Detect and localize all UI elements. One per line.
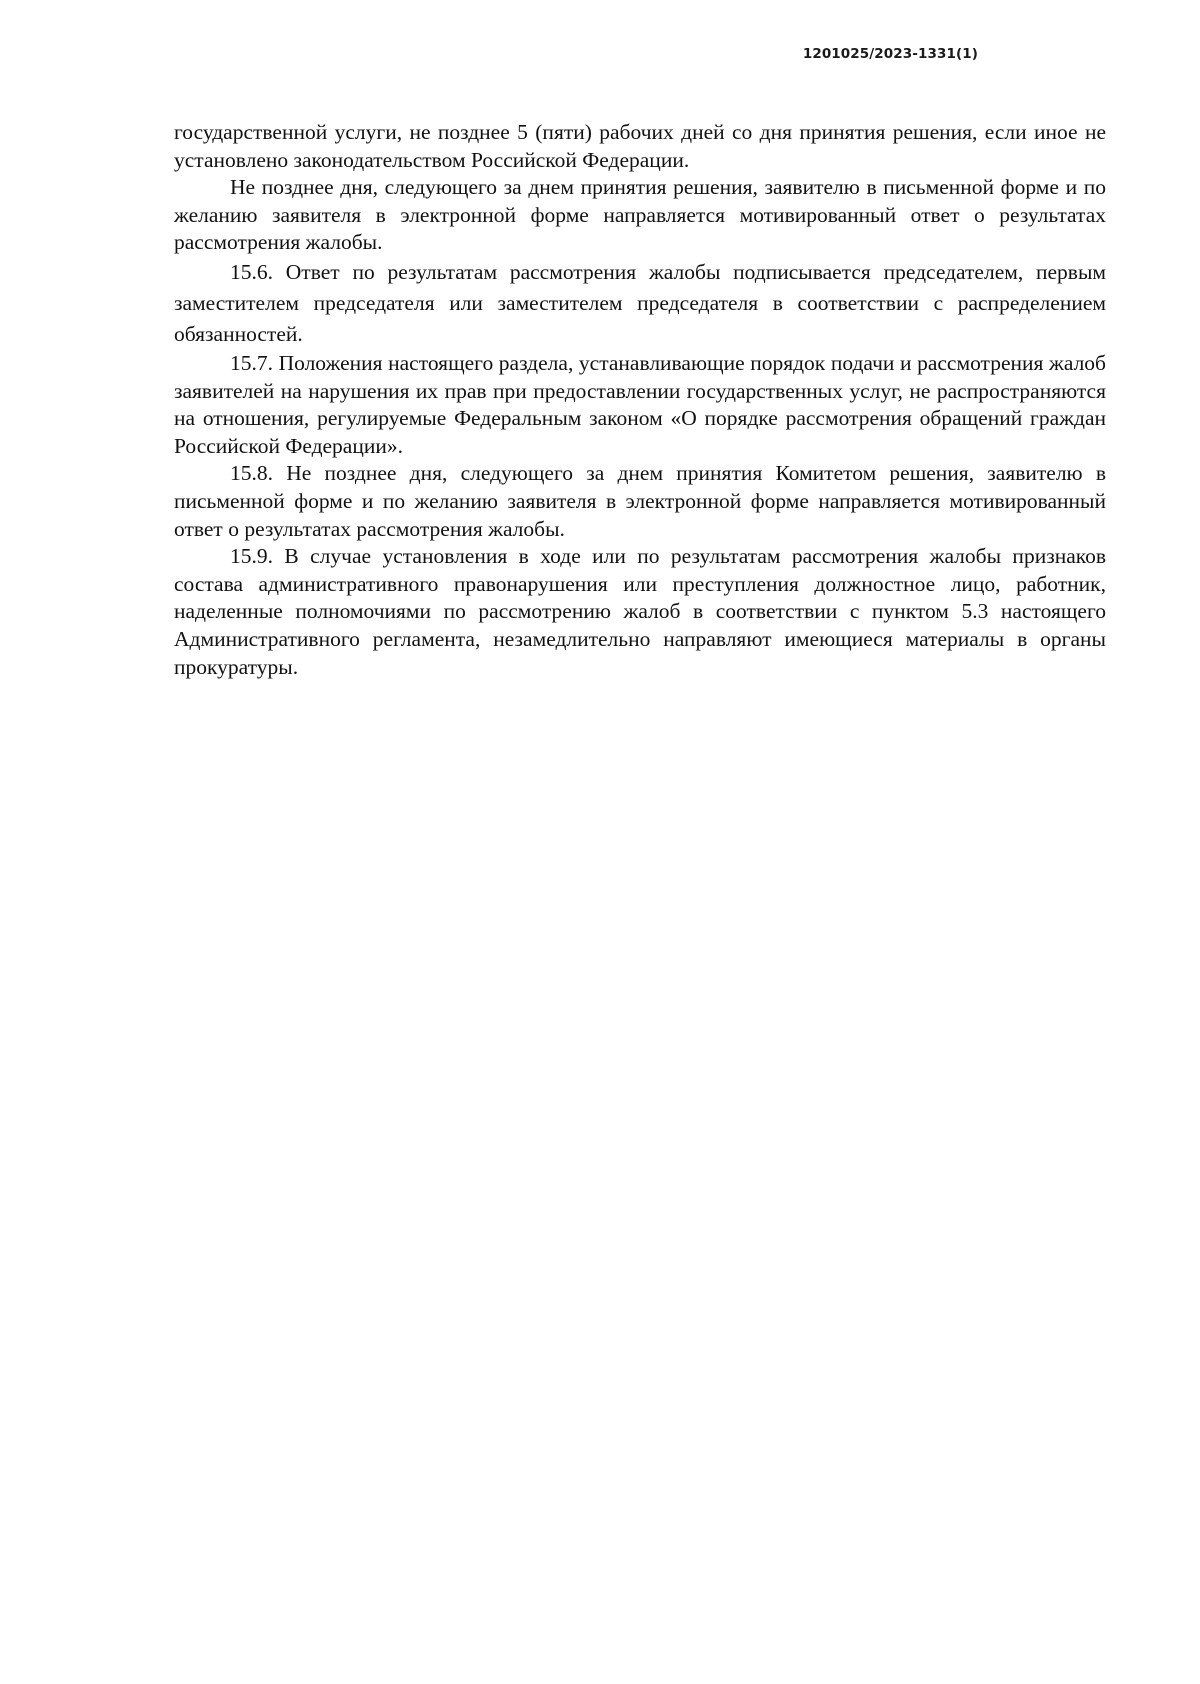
paragraph-response-deadline: Не позднее дня, следующего за днем принятия решения, заявителю в письменной форме и по желанию заявителя в электронной форме направляется мотивированный ответ о результатах рассмотрения жалобы. [174, 175, 1106, 255]
paragraph-15-6: 15.6. Ответ по результатам рассмотрения жалобы подписывается председателем, первым заместителем председателя или заместителем председателя в соответствии с распределением обязанностей. [174, 259, 1106, 346]
paragraph-continuation: государственной услуги, не позднее 5 (пяти) рабочих дней со дня принятия решения, если иное не установлено законодательством Российской Федерации. [174, 120, 1106, 172]
paragraph-15-9: 15.9. В случае установления в ходе или по результатам рассмотрения жалобы признаков состава административного правонарушения или преступления должностное лицо, работник, наделенные полномочиями по рассмотрению жалоб в соответствии с пунктом 5.3 настоящего Административного регламента, незамедлительно направляют имеющиеся материалы в органы прокуратуры. [174, 544, 1106, 679]
paragraph-15-8: 15.8. Не позднее дня, следующего за днем принятия Комитетом решения, заявителю в письменной форме и по желанию заявителя в электронной форме направляется мотивированный ответ о результатах рассмотрения жалобы. [174, 461, 1106, 541]
document-number: 1201025/2023-1331(1) [802, 46, 978, 62]
document-body [174, 119, 1106, 681]
paragraph-15-7: 15.7. Положения настоящего раздела, устанавливающие порядок подачи и рассмотрения жалоб заявителей на нарушения их прав при предоставлении государственных услуг, не распространяются на отношения, регулируемые Федеральным законом «О порядке рассмотрения обращений граждан Российской Федерации». [174, 350, 1106, 458]
